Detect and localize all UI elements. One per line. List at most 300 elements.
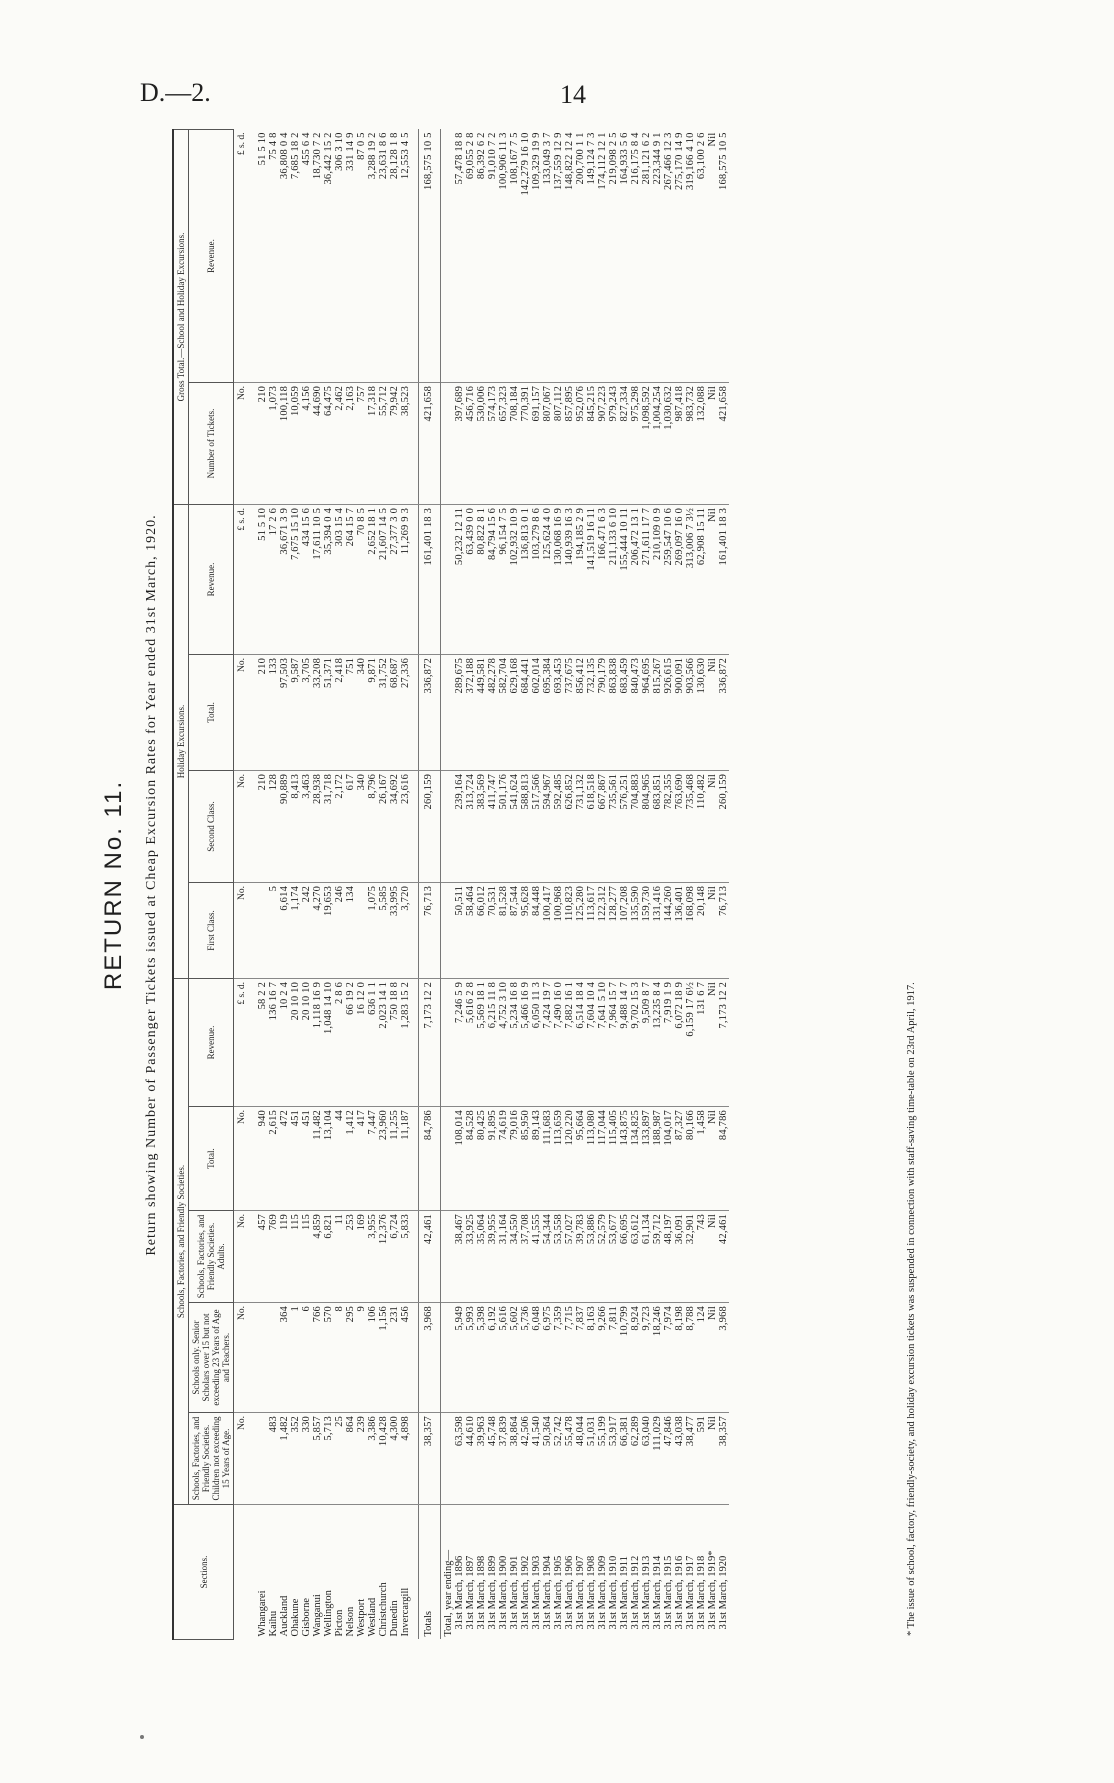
cell-value: 5,234 16 8 xyxy=(509,978,520,1106)
cell-value: 815,267 xyxy=(652,654,663,770)
year-row xyxy=(652,129,663,1639)
cell-value: 36,671 3 9 xyxy=(279,504,290,654)
cell-value: 31,164 xyxy=(498,1211,509,1303)
cell-value: 64,475 xyxy=(323,382,334,504)
section-row xyxy=(312,129,323,1639)
cell-value: 10,428 xyxy=(378,1413,389,1505)
cell-value: 5,616 2 8 xyxy=(465,978,476,1106)
cell-value: 708,184 xyxy=(509,382,520,504)
cell-value: 7,447 xyxy=(367,1107,378,1211)
row-label: Nelson xyxy=(345,1606,356,1637)
cell-value xyxy=(257,1413,268,1505)
row-label: 31st March, 1899 xyxy=(487,1555,498,1630)
row-label: Totals xyxy=(419,1505,441,1640)
header-senior: Schools only. Senior Scholars over 15 but not exceeding 23 Years of Age and Teachers. xyxy=(189,1303,234,1413)
year-row xyxy=(608,129,619,1639)
cell-value: 44,610 xyxy=(465,1413,476,1505)
cell-value: 2,615 xyxy=(268,1107,279,1211)
row-label: Kaihu xyxy=(268,1610,279,1637)
header-gross-tickets: Number of Tickets. xyxy=(189,382,234,504)
cell-value: 5,949 xyxy=(454,1303,465,1413)
cell-value: 76,713 xyxy=(718,882,729,978)
cell-value: 281,121 6 2 xyxy=(641,129,652,382)
cell-value: 4,752 3 10 xyxy=(498,978,509,1106)
header-gross-revenue: Revenue. xyxy=(189,129,234,382)
cell-value: 38,864 xyxy=(509,1413,520,1505)
cell-value: 125,280 xyxy=(575,882,586,978)
cell-value: 1,073 xyxy=(268,382,279,504)
cell-value: 85,950 xyxy=(520,1107,531,1211)
cell-value: 979,243 xyxy=(608,382,619,504)
cell-value: 975,298 xyxy=(630,382,641,504)
cell-value: 95,664 xyxy=(575,1107,586,1211)
unit-label: £ s. d. xyxy=(234,978,251,1106)
header-holiday-revenue: Revenue. xyxy=(189,504,234,654)
cell-value: 38,477 xyxy=(685,1413,696,1505)
row-label: 31st March, 1914 xyxy=(652,1555,663,1630)
row-label: 31st March, 1898 xyxy=(476,1555,487,1630)
cell-value: 34,692 xyxy=(389,770,400,882)
cell-value: 113,080 xyxy=(586,1107,597,1211)
cell-value: 2,462 xyxy=(334,382,345,504)
cell-value: 6,192 xyxy=(487,1303,498,1413)
year-row xyxy=(674,129,685,1639)
cell-value: 8 xyxy=(334,1303,345,1413)
cell-value: 483 xyxy=(268,1413,279,1505)
cell-value: 115 xyxy=(290,1211,301,1303)
cell-value: 47,846 xyxy=(663,1413,674,1505)
year-row xyxy=(696,129,707,1639)
cell-value: 331 14 9 xyxy=(345,129,356,382)
cell-value: 132,088 xyxy=(696,382,707,504)
unit-label: No. xyxy=(234,1211,251,1303)
cell-value: 87,544 xyxy=(509,882,520,978)
cell-value: 53,886 xyxy=(586,1211,597,1303)
cell-value: 137,559 12 9 xyxy=(553,129,564,382)
cell-value: 1,458 xyxy=(696,1107,707,1211)
cell-value: 8,163 xyxy=(586,1303,597,1413)
cell-value: 421,658 xyxy=(718,382,729,504)
cell-value: 140,939 16 3 xyxy=(564,504,575,654)
cell-value: Nil xyxy=(707,978,718,1106)
unit-label: No. xyxy=(234,382,251,504)
unit-label: No. xyxy=(234,1303,251,1413)
cell-value: 592,485 xyxy=(553,770,564,882)
cell-value: 141,519 16 11 xyxy=(586,504,597,654)
cell-value: Nil xyxy=(707,770,718,882)
cell-value: 7,424 19 7 xyxy=(542,978,553,1106)
cell-value: 41,540 xyxy=(531,1413,542,1505)
cell-value: 63,040 xyxy=(641,1413,652,1505)
cell-value: 6,975 xyxy=(542,1303,553,1413)
cell-value: 131 6 7 xyxy=(696,978,707,1106)
cell-value: 4,156 xyxy=(301,382,312,504)
cell-value: 903,566 xyxy=(685,654,696,770)
cell-value: 50,511 xyxy=(454,882,465,978)
header-second-class: Second Class. xyxy=(189,770,234,882)
row-label: 31st March, 1910 xyxy=(608,1555,619,1630)
cell-value: 5,585 xyxy=(378,882,389,978)
cell-value: 1,030,632 xyxy=(663,382,674,504)
cell-value: 434 15 6 xyxy=(301,504,312,654)
cell-value: 482,278 xyxy=(487,654,498,770)
cell-value: 48,197 xyxy=(663,1211,674,1303)
cell-value: 69,055 2 8 xyxy=(465,129,476,382)
rotated-return-table xyxy=(100,130,960,1640)
cell-value: 216,175 8 4 xyxy=(630,129,641,382)
row-label: 31st March, 1906 xyxy=(564,1555,575,1630)
cell-value: 119 xyxy=(279,1211,290,1303)
cell-value: 53,677 xyxy=(608,1211,619,1303)
cell-value: 84,786 xyxy=(718,1107,729,1211)
cell-value: 7,359 xyxy=(553,1303,564,1413)
cell-value: 110,823 xyxy=(564,882,575,978)
cell-value: 37,839 xyxy=(498,1413,509,1505)
cell-value: 451 xyxy=(301,1107,312,1211)
cell-value: 110,482 xyxy=(696,770,707,882)
cell-value: 289,675 xyxy=(454,654,465,770)
cell-value: 51 5 10 xyxy=(257,129,268,382)
row-label: 31st March, 1900 xyxy=(498,1555,509,1630)
section-row xyxy=(268,129,279,1639)
cell-value: 2,023 14 1 xyxy=(378,978,389,1106)
cell-value: 44,690 xyxy=(312,382,323,504)
cell-value: 84,794 15 6 xyxy=(487,504,498,654)
cell-value: 36,091 xyxy=(674,1211,685,1303)
cell-value: 591 xyxy=(696,1413,707,1505)
cell-value: 63,612 xyxy=(630,1211,641,1303)
cell-value: 115,405 xyxy=(608,1107,619,1211)
cell-value: 1 xyxy=(290,1303,301,1413)
cell-value: 166,471 6 3 xyxy=(597,504,608,654)
cell-value: 37,708 xyxy=(520,1211,531,1303)
cell-value: 52,742 xyxy=(553,1413,564,1505)
section-row xyxy=(378,129,389,1639)
cell-value: 541,624 xyxy=(509,770,520,882)
cell-value: 62,289 xyxy=(630,1413,641,1505)
cell-value: 10 2 4 xyxy=(279,978,290,1106)
cell-value: 3,463 xyxy=(301,770,312,882)
cell-value: Nil xyxy=(707,382,718,504)
cell-value: 472 xyxy=(279,1107,290,1211)
section-row xyxy=(345,129,356,1639)
cell-value: 17 2 6 xyxy=(268,504,279,654)
section-row xyxy=(334,129,345,1639)
cell-value: 684,441 xyxy=(520,654,531,770)
cell-value: 55,712 xyxy=(378,382,389,504)
cell-value: 134 xyxy=(345,882,356,978)
cell-value: 95,628 xyxy=(520,882,531,978)
year-row xyxy=(553,129,564,1639)
cell-value: 66,381 xyxy=(619,1413,630,1505)
year-row xyxy=(597,129,608,1639)
cell-value: 807,112 xyxy=(553,382,564,504)
cell-value: 330 xyxy=(301,1413,312,1505)
cell-value: 6,724 xyxy=(389,1211,400,1303)
cell-value: 26,167 xyxy=(378,770,389,882)
cell-value: 735,561 xyxy=(608,770,619,882)
cell-value: 9,702 15 3 xyxy=(630,978,641,1106)
cell-value: 3,288 19 2 xyxy=(367,129,378,382)
cell-value: 5,398 xyxy=(476,1303,487,1413)
cell-value: 7,173 12 2 xyxy=(419,978,441,1106)
cell-value: 28,938 xyxy=(312,770,323,882)
cell-value: 804,965 xyxy=(641,770,652,882)
cell-value: 6 xyxy=(301,1303,312,1413)
row-label: 31st March, 1902 xyxy=(520,1555,531,1630)
cell-value: 501,176 xyxy=(498,770,509,882)
row-label: 31st March, 1916 xyxy=(674,1555,685,1630)
row-label: 31st March, 1904 xyxy=(542,1555,553,1630)
cell-value: 42,506 xyxy=(520,1413,531,1505)
cell-value: 2 8 6 xyxy=(334,978,345,1106)
cell-value: 35,394 0 4 xyxy=(323,504,334,654)
unit-label: No. xyxy=(234,882,251,978)
cell-value: 39,783 xyxy=(575,1211,586,1303)
cell-value: 117,044 xyxy=(597,1107,608,1211)
row-label: 31st March, 1909 xyxy=(597,1555,608,1630)
cell-value: 100,968 xyxy=(553,882,564,978)
cell-value: 32,901 xyxy=(685,1211,696,1303)
cell-value: 987,418 xyxy=(674,382,685,504)
cell-value: 313,006 7 3½ xyxy=(685,504,696,654)
cell-value: 1,098,592 xyxy=(641,382,652,504)
header-total: Total. xyxy=(189,1107,234,1211)
cell-value: 7,837 xyxy=(575,1303,586,1413)
cell-value: 111,683 xyxy=(542,1107,553,1211)
cell-value: 313,724 xyxy=(465,770,476,882)
cell-value: 58 2 2 xyxy=(257,978,268,1106)
cell-value: 52,579 xyxy=(597,1211,608,1303)
cell-value: 128,277 xyxy=(608,882,619,978)
cell-value: 4,859 xyxy=(312,1211,323,1303)
cell-value: 107,208 xyxy=(619,882,630,978)
cell-value: 11,255 xyxy=(389,1107,400,1211)
cell-value: 319,166 4 10 xyxy=(685,129,696,382)
cell-value: 11,187 xyxy=(400,1107,411,1211)
cell-value: 421,658 xyxy=(419,382,441,504)
cell-value: 38,357 xyxy=(419,1413,441,1505)
row-label: 31st March, 1908 xyxy=(586,1555,597,1630)
cell-value: 44 xyxy=(334,1107,345,1211)
cell-value: 1,412 xyxy=(345,1107,356,1211)
header-adults: Schools, Factories, and Friendly Societies. Adults. xyxy=(189,1211,234,1303)
cell-value: Nil xyxy=(707,504,718,654)
cell-value: 845,215 xyxy=(586,382,597,504)
cell-value: 87 0 5 xyxy=(356,129,367,382)
cell-value: 36,808 0 4 xyxy=(279,129,290,382)
cell-value: Nil xyxy=(707,1303,718,1413)
cell-value: 42,461 xyxy=(419,1211,441,1303)
row-label: Westland xyxy=(367,1597,378,1637)
cell-value: 1,156 xyxy=(378,1303,389,1413)
return-subtitle: Return showing Number of Passenger Tickets issued at Cheap Excursion Rates for Year ended 31st March, 1920. xyxy=(144,514,159,1256)
year-row xyxy=(531,129,542,1639)
cell-value: 87,327 xyxy=(674,1107,685,1211)
cell-value: 770,391 xyxy=(520,382,531,504)
cell-value: 102,932 10 9 xyxy=(509,504,520,654)
cell-value: 23,616 xyxy=(400,770,411,882)
cell-value: 66,012 xyxy=(476,882,487,978)
cell-value: 5,616 xyxy=(498,1303,509,1413)
year-row xyxy=(498,129,509,1639)
cell-value: 9,509 8 7 xyxy=(641,978,652,1106)
cell-value: 39,963 xyxy=(476,1413,487,1505)
row-label: Whangarei xyxy=(257,1590,268,1637)
year-ending-label: Total, year ending— xyxy=(443,1550,454,1637)
cell-value: 340 xyxy=(356,770,367,882)
cell-value: 206,472 13 1 xyxy=(630,504,641,654)
cell-value: 164,933 5 6 xyxy=(619,129,630,382)
cell-value: 863,838 xyxy=(608,654,619,770)
cell-value: 657,323 xyxy=(498,382,509,504)
cell-value: 827,334 xyxy=(619,382,630,504)
cell-value: 8,924 xyxy=(630,1303,641,1413)
row-label: Gisborne xyxy=(301,1598,312,1637)
cell-value: 210 xyxy=(257,654,268,770)
cell-value: 13,104 xyxy=(323,1107,334,1211)
cell-value: 926,615 xyxy=(663,654,674,770)
cell-value: 636 1 1 xyxy=(367,978,378,1106)
header-first-class: First Class. xyxy=(189,882,234,978)
cell-value: 2,418 xyxy=(334,654,345,770)
cell-value: 55,478 xyxy=(564,1413,575,1505)
return-title: RETURN No. 11. xyxy=(100,779,127,991)
cell-value: 626,852 xyxy=(564,770,575,882)
cell-value: 104,017 xyxy=(663,1107,674,1211)
cell-value: 667,867 xyxy=(597,770,608,882)
cell-value: 130,068 16 9 xyxy=(553,504,564,654)
cell-value: 38,523 xyxy=(400,382,411,504)
cell-value xyxy=(257,1303,268,1413)
cell-value: 42,461 xyxy=(718,1211,729,1303)
cell-value: 84,528 xyxy=(465,1107,476,1211)
cell-value: 576,251 xyxy=(619,770,630,882)
cell-value: 3,705 xyxy=(301,654,312,770)
cell-value: 6,159 17 6½ xyxy=(685,978,696,1106)
cell-value: 142,279 16 10 xyxy=(520,129,531,382)
cell-value: 84,448 xyxy=(531,882,542,978)
cell-value: 743 xyxy=(696,1211,707,1303)
cell-value: 231 xyxy=(389,1303,400,1413)
cell-value xyxy=(257,882,268,978)
year-row xyxy=(476,129,487,1639)
cell-value: 5,833 xyxy=(400,1211,411,1303)
cell-value: 81,528 xyxy=(498,882,509,978)
cell-value: 115 xyxy=(301,1211,312,1303)
cell-value: 6,050 11 3 xyxy=(531,978,542,1106)
cell-value: 9,587 xyxy=(290,654,301,770)
cell-value: 1,118 16 9 xyxy=(312,978,323,1106)
cell-value: 50,232 12 11 xyxy=(454,504,465,654)
header-children: Schools, Factories, and Friendly Societies. Children not exceeding 15 Years of Age. xyxy=(189,1413,234,1505)
cell-value: 5,466 16 9 xyxy=(520,978,531,1106)
section-row xyxy=(356,129,367,1639)
cell-value: 219,098 2 5 xyxy=(608,129,619,382)
cell-value: 148,822 12 4 xyxy=(564,129,575,382)
cell-value: 80,822 8 1 xyxy=(476,504,487,654)
cell-value: 7,882 16 1 xyxy=(564,978,575,1106)
cell-value: 6,072 18 9 xyxy=(674,978,685,1106)
cell-value: 33,208 xyxy=(312,654,323,770)
year-row xyxy=(454,129,465,1639)
cell-value: 1,075 xyxy=(367,882,378,978)
cell-value: 530,006 xyxy=(476,382,487,504)
cell-value: 149,124 7 3 xyxy=(586,129,597,382)
cell-value: 144,260 xyxy=(663,882,674,978)
cell-value: 303 15 4 xyxy=(334,504,345,654)
cell-value: 7,641 5 10 xyxy=(597,978,608,1106)
cell-value: 9,266 xyxy=(597,1303,608,1413)
cell-value: 340 xyxy=(356,654,367,770)
row-label: Auckland xyxy=(279,1595,290,1637)
cell-value: 683,459 xyxy=(619,654,630,770)
cell-value: 130,630 xyxy=(696,654,707,770)
cell-value: 84,786 xyxy=(419,1107,441,1211)
cell-value: 750 18 8 xyxy=(389,978,400,1106)
cell-value: 91,010 7 2 xyxy=(487,129,498,382)
cell-value: 58,464 xyxy=(465,882,476,978)
cell-value: 79,942 xyxy=(389,382,400,504)
cell-value: 11 xyxy=(334,1211,345,1303)
row-label: 31st March, 1896 xyxy=(454,1555,465,1630)
cell-value: 136 16 7 xyxy=(268,978,279,1106)
cell-value: 900,091 xyxy=(674,654,685,770)
year-row xyxy=(465,129,476,1639)
cell-value: 100,118 xyxy=(279,382,290,504)
cell-value: 7,675 15 10 xyxy=(290,504,301,654)
cell-value: 5,713 xyxy=(323,1413,334,1505)
cell-value: 63,598 xyxy=(454,1413,465,1505)
cell-value: 128 xyxy=(268,770,279,882)
cell-value: 210,109 0 9 xyxy=(652,504,663,654)
cell-value: 63,439 0 0 xyxy=(465,504,476,654)
cell-value: 20 10 10 xyxy=(290,978,301,1106)
row-label: 31st March, 1918 xyxy=(696,1555,707,1630)
cell-value: 769 xyxy=(268,1211,279,1303)
cell-value: 96,154 7 5 xyxy=(498,504,509,654)
row-label: Wellington xyxy=(323,1590,334,1637)
cell-value: 134,825 xyxy=(630,1107,641,1211)
cell-value: 704,883 xyxy=(630,770,641,882)
cell-value: 16 12 0 xyxy=(356,978,367,1106)
cell-value: 9,871 xyxy=(367,654,378,770)
section-row xyxy=(367,129,378,1639)
header-holiday-total: Total. xyxy=(189,654,234,770)
cell-value: 7,715 xyxy=(564,1303,575,1413)
cell-value: 456,716 xyxy=(465,382,476,504)
cell-value: 269,097 16 0 xyxy=(674,504,685,654)
section-row xyxy=(389,129,400,1639)
cell-value: 417 xyxy=(356,1107,367,1211)
cell-value: 449,581 xyxy=(476,654,487,770)
cell-value: 38,357 xyxy=(718,1413,729,1505)
cell-value: 5,602 xyxy=(509,1303,520,1413)
cell-value: 159,730 xyxy=(641,882,652,978)
cell-value: 602,014 xyxy=(531,654,542,770)
cell-value: Nil xyxy=(707,882,718,978)
cell-value: 50,364 xyxy=(542,1413,553,1505)
row-label: Dunedin xyxy=(389,1600,400,1637)
cell-value: 51,031 xyxy=(586,1413,597,1505)
cell-value: 59,712 xyxy=(652,1211,663,1303)
cell-value: 3,720 xyxy=(400,882,411,978)
cell-value: 336,872 xyxy=(419,654,441,770)
cell-value: 383,569 xyxy=(476,770,487,882)
year-row xyxy=(619,129,630,1639)
cell-value: 10,059 xyxy=(290,382,301,504)
year-row xyxy=(509,129,520,1639)
